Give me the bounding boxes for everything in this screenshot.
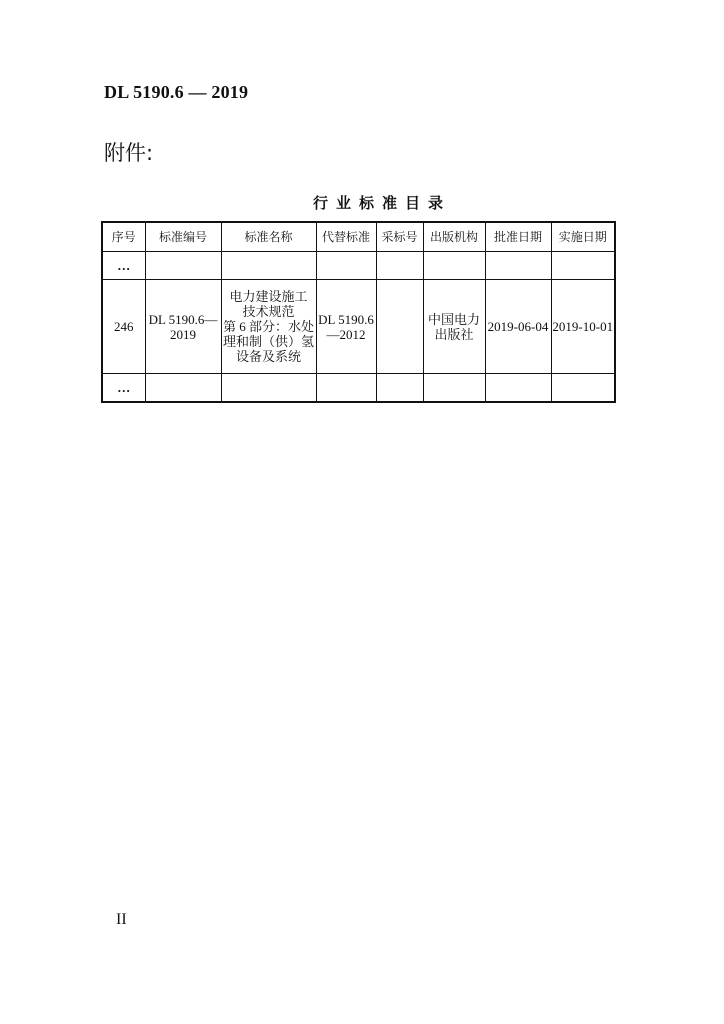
- standards-catalog-table: [101, 221, 616, 403]
- cell-publisher: 中国电力 出版社: [423, 280, 485, 374]
- header-std-name: 标准名称: [221, 222, 316, 252]
- attachment-label: 附件:: [104, 141, 154, 165]
- header-seq: 序号: [102, 222, 145, 252]
- table-row: [102, 374, 615, 403]
- table-row: [102, 252, 615, 280]
- header-approval-date: 批准日期: [485, 222, 551, 252]
- header-std-no: 标准编号: [145, 222, 221, 252]
- document-code: DL 5190.6 — 2019: [104, 82, 249, 102]
- header-effective-date: 实施日期: [551, 222, 615, 252]
- table-row: [102, 280, 615, 374]
- header-adopted: 采标号: [376, 222, 423, 252]
- header-replaces: 代替标准: [316, 222, 376, 252]
- cell-std-name: 电力建设施工 技术规范 第 6 部分：水处 理和制（供）氢 设备及系统: [221, 280, 316, 374]
- cell-std-no: DL 5190.6— 2019: [145, 280, 221, 374]
- header-publisher: 出版机构: [423, 222, 485, 252]
- table-header-row: [102, 222, 615, 252]
- ellipsis-cell: …: [102, 252, 145, 280]
- cell-approval-date: 2019-06-04: [485, 280, 551, 374]
- cell-effective-date: 2019-10-01: [551, 280, 615, 374]
- ellipsis-cell: …: [102, 374, 145, 403]
- cell-replaces: DL 5190.6 —2012: [316, 280, 376, 374]
- table-title: 行业标准目录: [312, 194, 451, 212]
- cell-adopted: [376, 280, 423, 374]
- page-number: II: [116, 911, 127, 928]
- cell-seq: 246: [102, 280, 145, 374]
